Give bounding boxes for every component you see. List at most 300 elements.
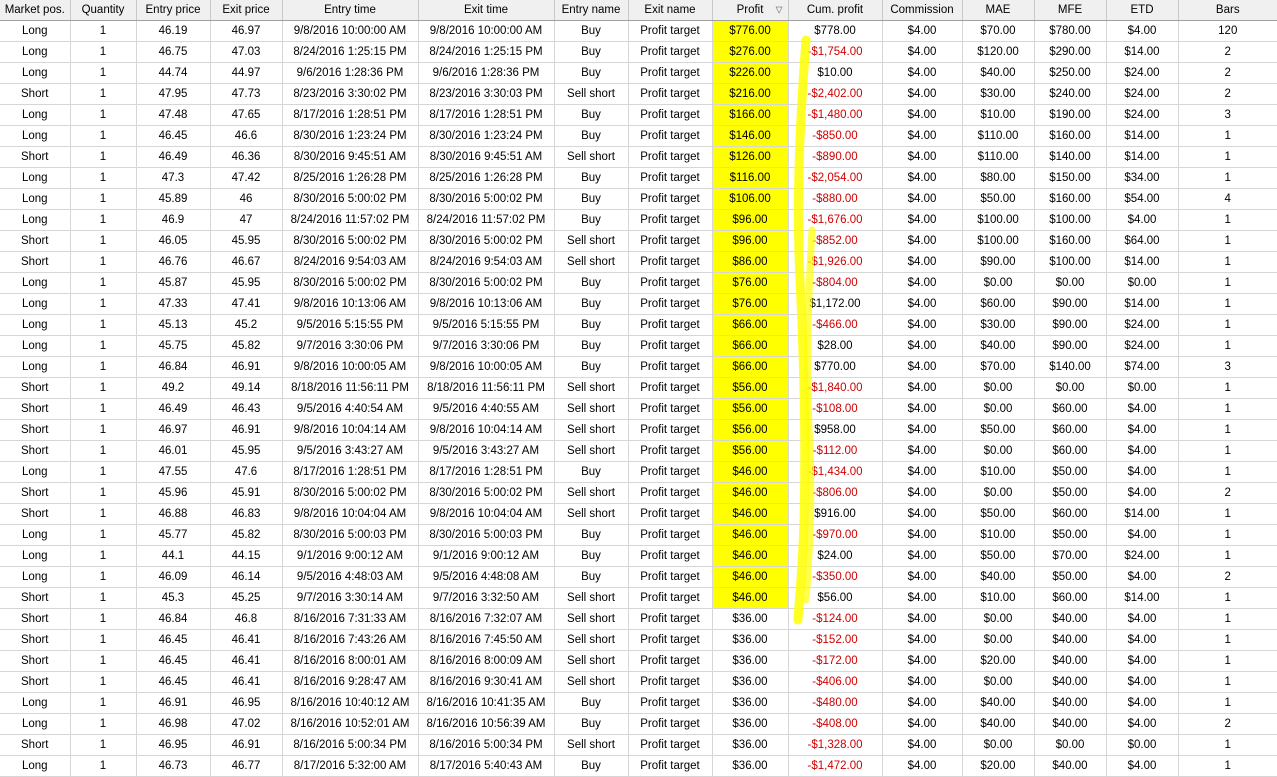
cell-quantity: 1 (70, 588, 136, 609)
table-row[interactable] (0, 105, 1277, 126)
cell-entry-time: 8/24/2016 1:25:15 PM (282, 42, 418, 63)
table-row[interactable] (0, 630, 1277, 651)
col-exit-time[interactable] (418, 0, 554, 21)
cell-quantity: 1 (70, 651, 136, 672)
cell-bars: 1 (1178, 672, 1277, 693)
cell-mae: $0.00 (962, 609, 1034, 630)
table-row[interactable] (0, 651, 1277, 672)
cell-exit-price: 45.82 (210, 525, 282, 546)
column-header-label: MFE (1057, 4, 1083, 16)
col-bars[interactable] (1178, 0, 1277, 21)
cell-cum-profit: -$124.00 (788, 609, 882, 630)
sort-descending-icon: ▽ (775, 4, 783, 15)
cell-entry-price: 46.75 (136, 42, 210, 63)
cell-entry-name: Sell short (554, 441, 628, 462)
cell-market-pos: Long (0, 357, 70, 378)
cell-mfe: $0.00 (1034, 735, 1106, 756)
cell-exit-price: 45.91 (210, 483, 282, 504)
cell-entry-name: Buy (554, 567, 628, 588)
cell-exit-price: 47.42 (210, 168, 282, 189)
col-entry-time[interactable] (282, 0, 418, 21)
cell-market-pos: Short (0, 609, 70, 630)
col-mae[interactable] (962, 0, 1034, 21)
cell-commission: $4.00 (882, 126, 962, 147)
cell-entry-time: 8/30/2016 5:00:02 PM (282, 231, 418, 252)
cell-entry-time: 8/17/2016 5:32:00 AM (282, 756, 418, 777)
cell-commission: $4.00 (882, 84, 962, 105)
cell-bars: 2 (1178, 84, 1277, 105)
table-row[interactable] (0, 672, 1277, 693)
cell-quantity: 1 (70, 105, 136, 126)
cell-bars: 120 (1178, 21, 1277, 42)
cell-entry-name: Buy (554, 294, 628, 315)
cell-exit-time: 9/5/2016 3:43:27 AM (418, 441, 554, 462)
cell-bars: 1 (1178, 231, 1277, 252)
cell-quantity: 1 (70, 609, 136, 630)
table-row[interactable] (0, 252, 1277, 273)
cell-exit-price: 45.82 (210, 336, 282, 357)
cell-bars: 1 (1178, 735, 1277, 756)
cell-entry-price: 47.48 (136, 105, 210, 126)
cell-profit: $276.00 (712, 42, 788, 63)
cell-entry-time: 9/5/2016 4:48:03 AM (282, 567, 418, 588)
cell-mae: $40.00 (962, 63, 1034, 84)
col-cum-profit[interactable] (788, 0, 882, 21)
col-quantity[interactable] (70, 0, 136, 21)
table-row[interactable] (0, 441, 1277, 462)
cell-etd: $14.00 (1106, 42, 1178, 63)
cell-profit: $166.00 (712, 105, 788, 126)
cell-mfe: $150.00 (1034, 168, 1106, 189)
table-row[interactable] (0, 735, 1277, 756)
cell-entry-name: Sell short (554, 252, 628, 273)
cell-entry-time: 9/7/2016 3:30:06 PM (282, 336, 418, 357)
table-row[interactable] (0, 168, 1277, 189)
cell-entry-name: Buy (554, 756, 628, 777)
cell-entry-time: 9/5/2016 4:40:54 AM (282, 399, 418, 420)
cell-bars: 1 (1178, 693, 1277, 714)
cell-mfe: $290.00 (1034, 42, 1106, 63)
cell-exit-price: 46.97 (210, 21, 282, 42)
cell-exit-name: Profit target (628, 504, 712, 525)
cell-exit-time: 9/8/2016 10:00:00 AM (418, 21, 554, 42)
cell-profit: $36.00 (712, 672, 788, 693)
cell-cum-profit: -$890.00 (788, 147, 882, 168)
table-row[interactable] (0, 189, 1277, 210)
cell-exit-price: 46.95 (210, 693, 282, 714)
cell-etd: $64.00 (1106, 231, 1178, 252)
cell-quantity: 1 (70, 294, 136, 315)
cell-profit: $66.00 (712, 357, 788, 378)
cell-entry-name: Buy (554, 525, 628, 546)
table-row[interactable] (0, 147, 1277, 168)
cell-entry-price: 46.49 (136, 147, 210, 168)
cell-market-pos: Short (0, 735, 70, 756)
table-row[interactable] (0, 588, 1277, 609)
cell-cum-profit: -$2,054.00 (788, 168, 882, 189)
cell-entry-price: 46.76 (136, 252, 210, 273)
cell-etd: $0.00 (1106, 378, 1178, 399)
cell-exit-price: 46.41 (210, 672, 282, 693)
cell-cum-profit: $916.00 (788, 504, 882, 525)
cell-quantity: 1 (70, 231, 136, 252)
cell-mfe: $90.00 (1034, 315, 1106, 336)
cell-profit: $66.00 (712, 336, 788, 357)
cell-mfe: $40.00 (1034, 651, 1106, 672)
cell-entry-time: 9/8/2016 10:04:14 AM (282, 420, 418, 441)
cell-exit-name: Profit target (628, 357, 712, 378)
cell-entry-time: 8/16/2016 9:28:47 AM (282, 672, 418, 693)
cell-exit-time: 8/16/2016 7:45:50 AM (418, 630, 554, 651)
cell-entry-time: 9/7/2016 3:30:14 AM (282, 588, 418, 609)
cell-entry-name: Sell short (554, 378, 628, 399)
table-row[interactable] (0, 483, 1277, 504)
cell-exit-price: 44.15 (210, 546, 282, 567)
cell-profit: $66.00 (712, 315, 788, 336)
cell-cum-profit: -$350.00 (788, 567, 882, 588)
cell-bars: 2 (1178, 42, 1277, 63)
cell-exit-name: Profit target (628, 84, 712, 105)
cell-quantity: 1 (70, 63, 136, 84)
table-row[interactable] (0, 420, 1277, 441)
cell-mfe: $160.00 (1034, 189, 1106, 210)
table-row[interactable] (0, 336, 1277, 357)
cell-cum-profit: -$1,328.00 (788, 735, 882, 756)
cell-market-pos: Long (0, 21, 70, 42)
cell-exit-price: 46.91 (210, 357, 282, 378)
cell-etd: $14.00 (1106, 126, 1178, 147)
cell-mae: $80.00 (962, 168, 1034, 189)
table-row[interactable] (0, 315, 1277, 336)
cell-bars: 1 (1178, 756, 1277, 777)
cell-commission: $4.00 (882, 42, 962, 63)
cell-quantity: 1 (70, 672, 136, 693)
cell-etd: $34.00 (1106, 168, 1178, 189)
cell-exit-name: Profit target (628, 126, 712, 147)
cell-quantity: 1 (70, 42, 136, 63)
cell-bars: 1 (1178, 588, 1277, 609)
table-row[interactable] (0, 399, 1277, 420)
cell-commission: $4.00 (882, 378, 962, 399)
cell-cum-profit: -$172.00 (788, 651, 882, 672)
column-header-label: Entry price (145, 4, 201, 16)
table-row[interactable] (0, 714, 1277, 735)
cell-exit-name: Profit target (628, 735, 712, 756)
cell-bars: 1 (1178, 441, 1277, 462)
cell-market-pos: Short (0, 441, 70, 462)
table-row[interactable] (0, 756, 1277, 777)
cell-exit-time: 8/30/2016 5:00:02 PM (418, 189, 554, 210)
cell-commission: $4.00 (882, 651, 962, 672)
cell-commission: $4.00 (882, 147, 962, 168)
col-exit-name[interactable] (628, 0, 712, 21)
col-etd[interactable] (1106, 0, 1178, 21)
cell-commission: $4.00 (882, 756, 962, 777)
column-header-label: ETD (1130, 4, 1154, 16)
cell-exit-time: 8/25/2016 1:26:28 PM (418, 168, 554, 189)
column-header-label: Commission (890, 4, 954, 16)
cell-mfe: $50.00 (1034, 462, 1106, 483)
cell-market-pos: Short (0, 651, 70, 672)
col-mfe[interactable] (1034, 0, 1106, 21)
cell-etd: $4.00 (1106, 651, 1178, 672)
table-row[interactable] (0, 21, 1277, 42)
cell-quantity: 1 (70, 420, 136, 441)
cell-market-pos: Long (0, 546, 70, 567)
cell-bars: 4 (1178, 189, 1277, 210)
cell-entry-price: 46.91 (136, 693, 210, 714)
cell-exit-price: 47.02 (210, 714, 282, 735)
cell-commission: $4.00 (882, 294, 962, 315)
cell-cum-profit: -$466.00 (788, 315, 882, 336)
cell-cum-profit: $1,172.00 (788, 294, 882, 315)
cell-entry-time: 8/30/2016 5:00:03 PM (282, 525, 418, 546)
cell-commission: $4.00 (882, 336, 962, 357)
cell-exit-name: Profit target (628, 483, 712, 504)
cell-commission: $4.00 (882, 399, 962, 420)
cell-bars: 1 (1178, 252, 1277, 273)
cell-entry-price: 46.84 (136, 609, 210, 630)
cell-mfe: $50.00 (1034, 483, 1106, 504)
cell-entry-name: Sell short (554, 231, 628, 252)
cell-commission: $4.00 (882, 168, 962, 189)
cell-commission: $4.00 (882, 315, 962, 336)
cell-bars: 2 (1178, 714, 1277, 735)
table-row[interactable] (0, 63, 1277, 84)
cell-entry-name: Sell short (554, 672, 628, 693)
table-row[interactable] (0, 357, 1277, 378)
cell-cum-profit: -$1,840.00 (788, 378, 882, 399)
cell-bars: 3 (1178, 105, 1277, 126)
cell-mae: $110.00 (962, 126, 1034, 147)
table-row[interactable] (0, 609, 1277, 630)
cell-exit-name: Profit target (628, 651, 712, 672)
table-row[interactable] (0, 546, 1277, 567)
cell-quantity: 1 (70, 336, 136, 357)
cell-mfe: $40.00 (1034, 756, 1106, 777)
cell-entry-time: 8/16/2016 8:00:01 AM (282, 651, 418, 672)
cell-exit-name: Profit target (628, 378, 712, 399)
table-row[interactable] (0, 42, 1277, 63)
cell-exit-name: Profit target (628, 756, 712, 777)
cell-entry-time: 9/8/2016 10:00:05 AM (282, 357, 418, 378)
cell-quantity: 1 (70, 378, 136, 399)
cell-mae: $0.00 (962, 273, 1034, 294)
cell-profit: $36.00 (712, 735, 788, 756)
col-entry-price[interactable] (136, 0, 210, 21)
cell-profit: $216.00 (712, 84, 788, 105)
cell-market-pos: Short (0, 504, 70, 525)
cell-exit-time: 9/7/2016 3:32:50 AM (418, 588, 554, 609)
cell-cum-profit: -$1,480.00 (788, 105, 882, 126)
cell-bars: 1 (1178, 147, 1277, 168)
cell-market-pos: Short (0, 672, 70, 693)
cell-exit-time: 8/17/2016 5:40:43 AM (418, 756, 554, 777)
cell-bars: 1 (1178, 378, 1277, 399)
table-row[interactable] (0, 273, 1277, 294)
cell-commission: $4.00 (882, 588, 962, 609)
cell-entry-price: 45.3 (136, 588, 210, 609)
cell-cum-profit: -$1,676.00 (788, 210, 882, 231)
cell-commission: $4.00 (882, 252, 962, 273)
table-row[interactable] (0, 462, 1277, 483)
cell-commission: $4.00 (882, 210, 962, 231)
cell-entry-name: Buy (554, 168, 628, 189)
cell-entry-name: Buy (554, 546, 628, 567)
cell-entry-name: Sell short (554, 735, 628, 756)
cell-exit-price: 45.2 (210, 315, 282, 336)
cell-mae: $30.00 (962, 84, 1034, 105)
cell-entry-time: 8/17/2016 1:28:51 PM (282, 462, 418, 483)
table-row[interactable] (0, 567, 1277, 588)
cell-profit: $46.00 (712, 546, 788, 567)
cell-bars: 1 (1178, 126, 1277, 147)
cell-etd: $4.00 (1106, 756, 1178, 777)
cell-entry-price: 46.45 (136, 126, 210, 147)
cell-etd: $4.00 (1106, 672, 1178, 693)
cell-etd: $4.00 (1106, 210, 1178, 231)
cell-cum-profit: $10.00 (788, 63, 882, 84)
cell-cum-profit: -$806.00 (788, 483, 882, 504)
cell-entry-time: 8/16/2016 10:40:12 AM (282, 693, 418, 714)
table-header (0, 0, 1277, 21)
cell-exit-name: Profit target (628, 609, 712, 630)
cell-entry-time: 9/8/2016 10:13:06 AM (282, 294, 418, 315)
cell-cum-profit: $778.00 (788, 21, 882, 42)
cell-quantity: 1 (70, 252, 136, 273)
table-row[interactable] (0, 525, 1277, 546)
cell-exit-price: 44.97 (210, 63, 282, 84)
cell-exit-name: Profit target (628, 336, 712, 357)
cell-entry-price: 45.89 (136, 189, 210, 210)
cell-cum-profit: -$850.00 (788, 126, 882, 147)
cell-entry-time: 8/17/2016 1:28:51 PM (282, 105, 418, 126)
cell-mfe: $780.00 (1034, 21, 1106, 42)
cell-commission: $4.00 (882, 546, 962, 567)
cell-cum-profit: -$112.00 (788, 441, 882, 462)
table-row[interactable] (0, 693, 1277, 714)
cell-exit-time: 9/1/2016 9:00:12 AM (418, 546, 554, 567)
cell-market-pos: Short (0, 420, 70, 441)
cell-mae: $0.00 (962, 630, 1034, 651)
cell-exit-price: 46 (210, 189, 282, 210)
table-row[interactable] (0, 378, 1277, 399)
cell-mae: $40.00 (962, 567, 1034, 588)
cell-profit: $56.00 (712, 378, 788, 399)
cell-mae: $70.00 (962, 357, 1034, 378)
cell-exit-price: 46.43 (210, 399, 282, 420)
cell-exit-time: 8/24/2016 11:57:02 PM (418, 210, 554, 231)
cell-etd: $24.00 (1106, 546, 1178, 567)
cell-quantity: 1 (70, 462, 136, 483)
cell-exit-price: 45.25 (210, 588, 282, 609)
table-row[interactable] (0, 126, 1277, 147)
column-header-label: Market pos. (4, 4, 65, 16)
cell-entry-time: 8/16/2016 5:00:34 PM (282, 735, 418, 756)
cell-entry-price: 44.1 (136, 546, 210, 567)
cell-exit-name: Profit target (628, 525, 712, 546)
cell-market-pos: Long (0, 168, 70, 189)
cell-quantity: 1 (70, 126, 136, 147)
cell-profit: $36.00 (712, 714, 788, 735)
cell-entry-price: 45.77 (136, 525, 210, 546)
table-row[interactable] (0, 210, 1277, 231)
cell-entry-name: Buy (554, 63, 628, 84)
cell-entry-price: 46.98 (136, 714, 210, 735)
cell-mae: $40.00 (962, 693, 1034, 714)
cell-quantity: 1 (70, 735, 136, 756)
cell-entry-name: Sell short (554, 651, 628, 672)
cell-entry-time: 9/8/2016 10:04:04 AM (282, 504, 418, 525)
cell-entry-price: 45.87 (136, 273, 210, 294)
cell-mae: $0.00 (962, 441, 1034, 462)
cell-bars: 1 (1178, 504, 1277, 525)
cell-bars: 2 (1178, 567, 1277, 588)
cell-exit-price: 47.41 (210, 294, 282, 315)
cell-etd: $0.00 (1106, 735, 1178, 756)
cell-exit-price: 47.6 (210, 462, 282, 483)
cell-market-pos: Long (0, 336, 70, 357)
cell-cum-profit: -$852.00 (788, 231, 882, 252)
cell-profit: $56.00 (712, 420, 788, 441)
cell-market-pos: Short (0, 252, 70, 273)
cell-quantity: 1 (70, 483, 136, 504)
cell-commission: $4.00 (882, 357, 962, 378)
table-row[interactable] (0, 84, 1277, 105)
cell-entry-price: 46.73 (136, 756, 210, 777)
cell-etd: $74.00 (1106, 357, 1178, 378)
cell-profit: $46.00 (712, 504, 788, 525)
col-exit-price[interactable] (210, 0, 282, 21)
cell-exit-name: Profit target (628, 147, 712, 168)
cell-entry-time: 8/16/2016 7:43:26 AM (282, 630, 418, 651)
cell-entry-name: Buy (554, 336, 628, 357)
table-row[interactable] (0, 294, 1277, 315)
column-header-label: Bars (1215, 4, 1240, 16)
col-market-pos[interactable] (0, 0, 70, 21)
cell-entry-price: 46.09 (136, 567, 210, 588)
cell-market-pos: Long (0, 189, 70, 210)
table-row[interactable] (0, 504, 1277, 525)
cell-exit-name: Profit target (628, 294, 712, 315)
cell-exit-time: 9/8/2016 10:00:05 AM (418, 357, 554, 378)
cell-profit: $36.00 (712, 651, 788, 672)
cell-quantity: 1 (70, 168, 136, 189)
cell-entry-price: 46.45 (136, 651, 210, 672)
cell-cum-profit: -$1,926.00 (788, 252, 882, 273)
col-profit[interactable] (712, 0, 788, 21)
cell-exit-time: 8/30/2016 5:00:02 PM (418, 483, 554, 504)
cell-mfe: $60.00 (1034, 504, 1106, 525)
cell-profit: $76.00 (712, 273, 788, 294)
cell-exit-price: 46.91 (210, 420, 282, 441)
cell-profit: $56.00 (712, 441, 788, 462)
cell-commission: $4.00 (882, 504, 962, 525)
col-commission[interactable] (882, 0, 962, 21)
cell-mae: $10.00 (962, 525, 1034, 546)
col-entry-name[interactable] (554, 0, 628, 21)
cell-bars: 1 (1178, 336, 1277, 357)
cell-market-pos: Long (0, 462, 70, 483)
cell-entry-name: Sell short (554, 147, 628, 168)
table-row[interactable] (0, 231, 1277, 252)
cell-quantity: 1 (70, 546, 136, 567)
cell-entry-time: 8/30/2016 5:00:02 PM (282, 189, 418, 210)
cell-commission: $4.00 (882, 21, 962, 42)
cell-market-pos: Short (0, 378, 70, 399)
cell-bars: 2 (1178, 63, 1277, 84)
cell-quantity: 1 (70, 630, 136, 651)
